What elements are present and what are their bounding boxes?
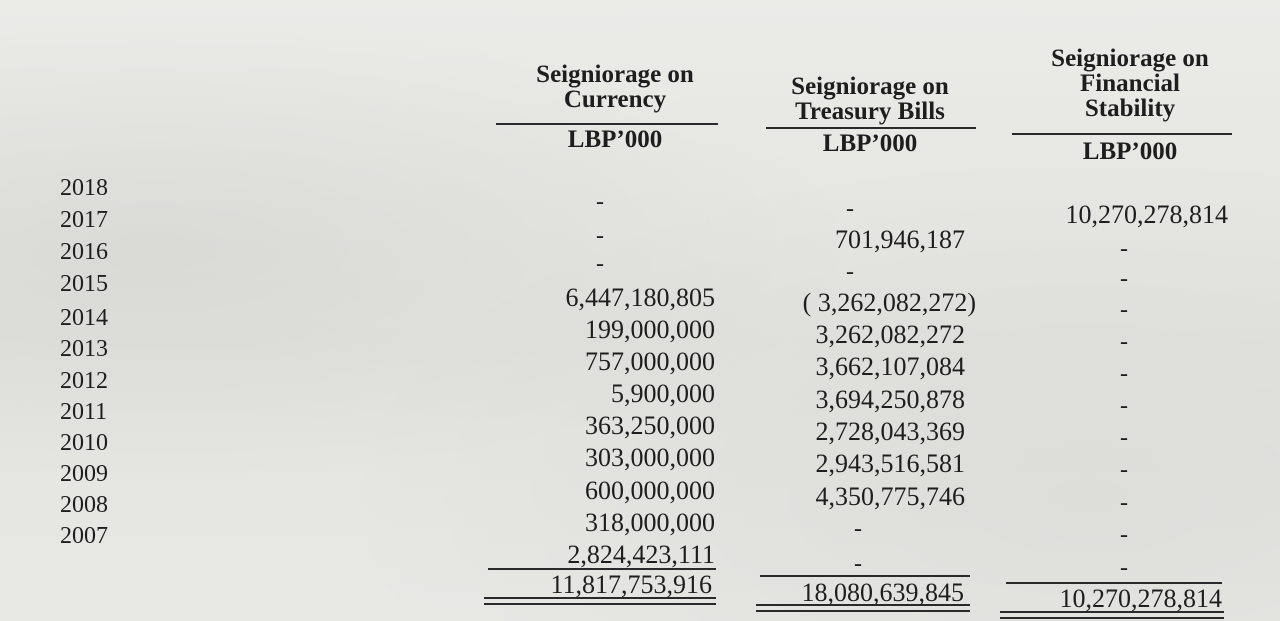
stability-cell: - — [1120, 266, 1128, 292]
year-label: 2018 — [60, 175, 108, 201]
year-label: 2015 — [60, 271, 108, 297]
header-line: Seigniorage on — [1051, 45, 1209, 72]
currency-cell: 363,250,000 — [585, 411, 715, 440]
header-line: Stability — [1084, 95, 1176, 122]
treasury-cell: - — [854, 516, 862, 542]
treasury-cell: - — [846, 196, 854, 222]
total-currency: 11,817,753,916 — [550, 570, 712, 599]
total-treasury: 18,080,639,845 — [801, 578, 964, 607]
year-label: 2012 — [60, 368, 108, 394]
stability-cell: - — [1120, 555, 1128, 581]
header-rule — [766, 127, 976, 129]
currency-cell: 199,000,000 — [585, 315, 715, 344]
currency-cell: - — [596, 223, 604, 249]
year-label: 2014 — [60, 305, 108, 331]
stability-cell: - — [1120, 236, 1128, 262]
treasury-cell: - — [846, 259, 854, 285]
treasury-cell: - — [854, 551, 862, 577]
year-label: 2016 — [60, 239, 108, 265]
header-rule — [1012, 133, 1232, 135]
stability-cell: - — [1120, 522, 1128, 548]
year-label: 2011 — [60, 399, 108, 425]
column-unit-currency: LBP’000 — [567, 126, 663, 153]
total-double-rule — [484, 597, 716, 605]
stability-cell: - — [1120, 490, 1128, 516]
stability-cell: - — [1120, 329, 1128, 355]
treasury-cell: 3,262,082,272 — [815, 320, 965, 349]
header-line: Seigniorage on — [536, 61, 694, 88]
stability-cell: - — [1120, 297, 1128, 323]
column-header-treasury — [760, 74, 980, 124]
treasury-cell: 2,728,043,369 — [815, 417, 965, 446]
currency-cell: 303,000,000 — [585, 443, 715, 472]
column-header-stability — [1020, 46, 1240, 121]
currency-cell: 2,824,423,111 — [567, 540, 715, 569]
year-label: 2007 — [60, 523, 108, 549]
column-unit-stability: LBP’000 — [1082, 138, 1178, 165]
column-header-currency — [500, 62, 730, 112]
treasury-cell: 4,350,775,746 — [815, 482, 965, 511]
year-label: 2010 — [60, 430, 108, 456]
currency-cell: - — [596, 189, 604, 215]
subtotal-rule — [760, 575, 970, 577]
currency-cell: 318,000,000 — [585, 508, 715, 537]
header-rule — [496, 123, 718, 125]
currency-cell: - — [596, 251, 604, 277]
stability-cell: 10,270,278,814 — [1065, 200, 1228, 229]
year-label: 2009 — [60, 461, 108, 487]
currency-cell: 600,000,000 — [585, 476, 715, 505]
header-line: Treasury Bills — [795, 98, 945, 125]
total-stability: 10,270,278,814 — [1059, 584, 1222, 613]
header-line: Seigniorage on — [791, 73, 949, 100]
currency-cell: 5,900,000 — [611, 379, 715, 408]
header-line: Currency — [563, 86, 667, 113]
treasury-cell: 3,694,250,878 — [815, 385, 965, 414]
treasury-cell: 2,943,516,581 — [815, 449, 965, 478]
header-line: Financial — [1079, 70, 1180, 97]
year-label: 2008 — [60, 492, 108, 518]
stability-cell: - — [1120, 457, 1128, 483]
treasury-cell: 701,946,187 — [835, 225, 965, 254]
treasury-cell: ( 3,262,082,272) — [802, 288, 976, 317]
year-label: 2017 — [60, 207, 108, 233]
stability-cell: - — [1120, 361, 1128, 387]
currency-cell: 6,447,180,805 — [565, 283, 715, 312]
stability-cell: - — [1120, 393, 1128, 419]
year-label: 2013 — [60, 336, 108, 362]
stability-cell: - — [1120, 425, 1128, 451]
treasury-cell: 3,662,107,084 — [815, 352, 965, 381]
column-unit-treasury: LBP’000 — [822, 130, 918, 157]
currency-cell: 757,000,000 — [585, 347, 715, 376]
total-double-rule — [756, 604, 970, 612]
total-double-rule — [1000, 611, 1224, 619]
